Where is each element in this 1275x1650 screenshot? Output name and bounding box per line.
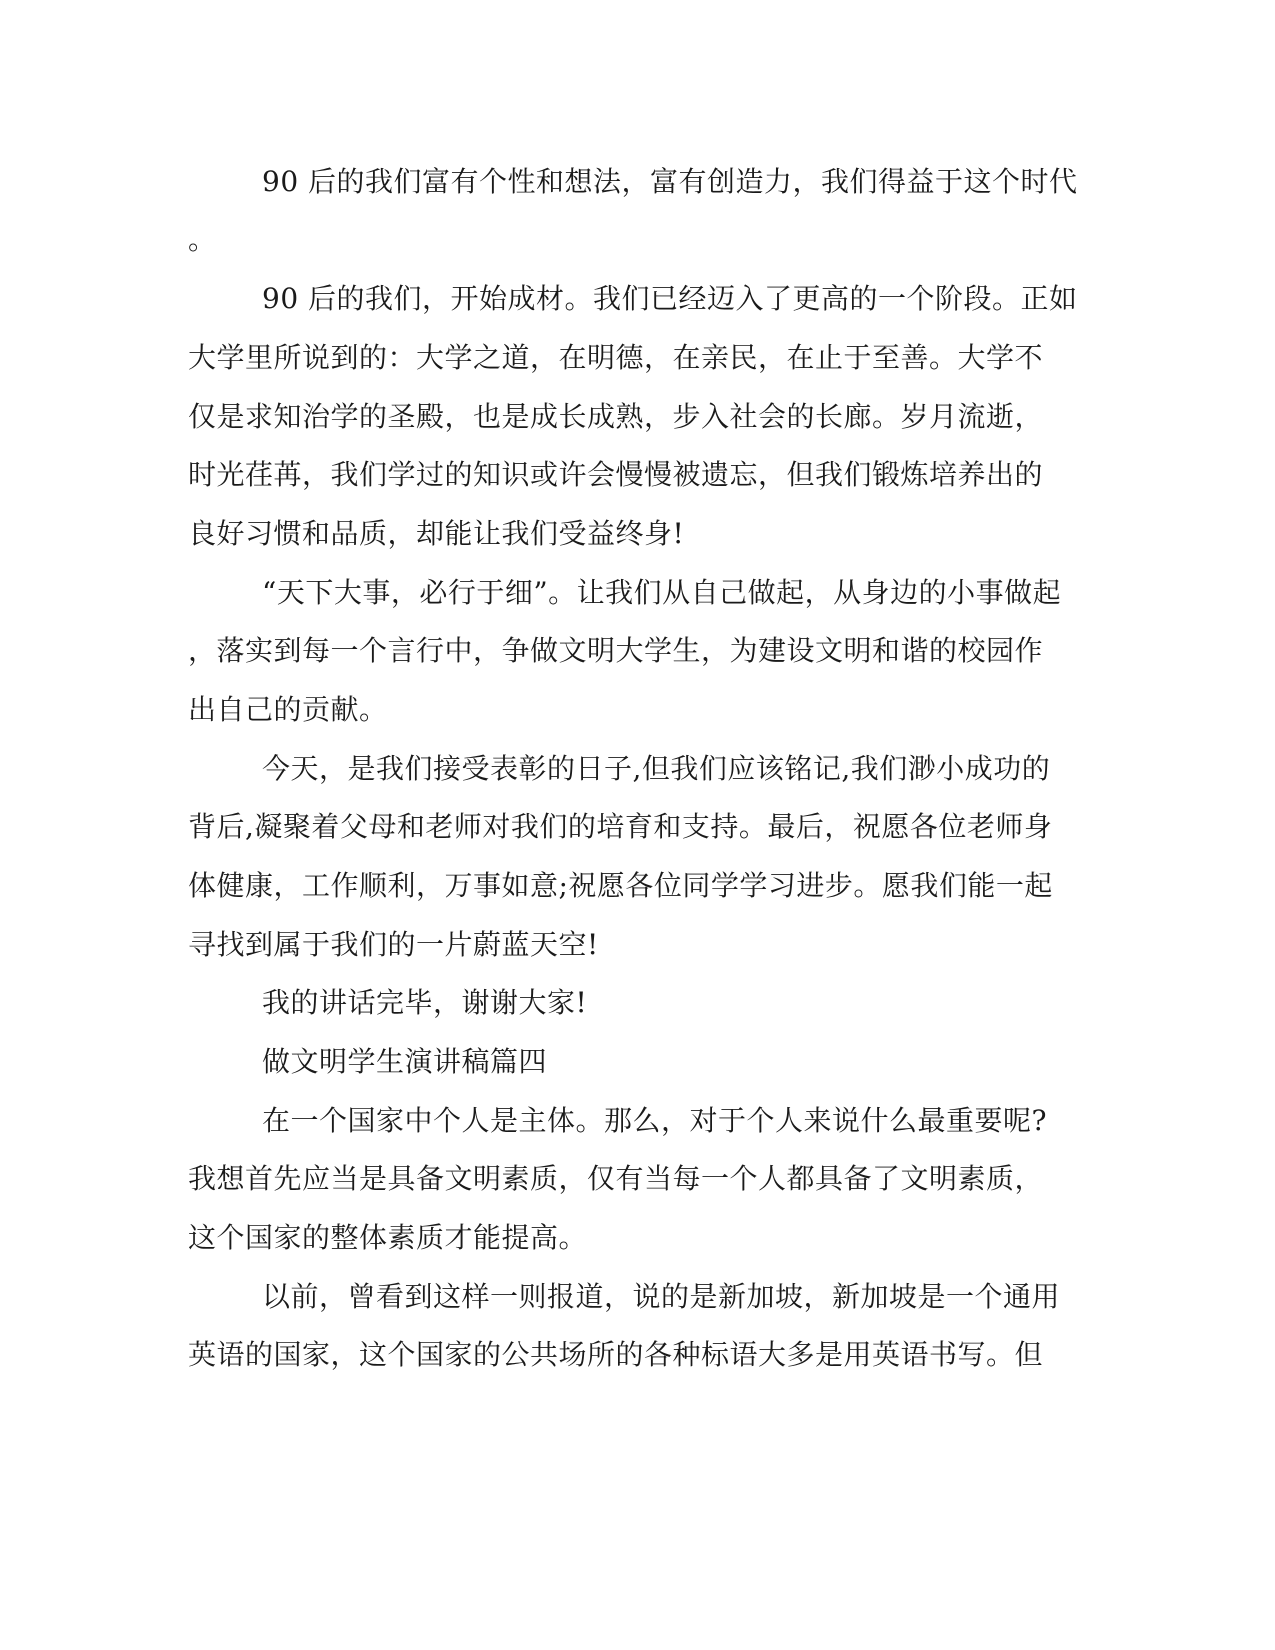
text-line: 今天，是我们接受表彰的日子,但我们应该铭记,我们渺小成功的 bbox=[262, 752, 1051, 785]
text-line: 寻找到属于我们的一片蔚蓝天空! bbox=[188, 928, 599, 961]
text-line: 以前，曾看到这样一则报道，说的是新加坡，新加坡是一个通用 bbox=[262, 1280, 1061, 1313]
text-line: “天下大事，必行于细”。让我们从自己做起，从身边的小事做起 bbox=[262, 576, 1062, 609]
text-line: 在一个国家中个人是主体。那么，对于个人来说什么最重要呢? bbox=[262, 1104, 1048, 1137]
text-line: 90 后的我们，开始成材。我们已经迈入了更高的一个阶段。正如 bbox=[262, 282, 1078, 315]
text-line: 仅是求知治学的圣殿，也是成长成熟，步入社会的长廊。岁月流逝， bbox=[188, 400, 1044, 433]
text-line: 90 后的我们富有个性和想法，富有创造力，我们得益于这个时代 bbox=[262, 165, 1078, 198]
text-line: 背后,凝聚着父母和老师对我们的培育和支持。最后，祝愿各位老师身 bbox=[188, 810, 1053, 843]
text-line: 体健康，工作顺利，万事如意;祝愿各位同学学习进步。愿我们能一起 bbox=[188, 869, 1053, 902]
text-line: 。 bbox=[188, 223, 217, 256]
text-line: ，落实到每一个言行中，争做文明大学生，为建设文明和谐的校园作 bbox=[188, 634, 1044, 667]
text-line: 大学里所说到的：大学之道，在明德，在亲民，在止于至善。大学不 bbox=[188, 341, 1044, 374]
text-line: 出自己的贡献。 bbox=[188, 693, 388, 726]
text-line: 这个国家的整体素质才能提高。 bbox=[188, 1221, 588, 1254]
section-heading: 做文明学生演讲稿篇四 bbox=[262, 1045, 548, 1078]
text-line: 我的讲话完毕，谢谢大家! bbox=[262, 986, 588, 1019]
text-line: 良好习惯和品质，却能让我们受益终身! bbox=[188, 517, 685, 550]
text-line: 时光荏苒，我们学过的知识或许会慢慢被遗忘，但我们锻炼培养出的 bbox=[188, 458, 1044, 491]
text-line: 我想首先应当是具备文明素质，仅有当每一个人都具备了文明素质， bbox=[188, 1162, 1044, 1195]
text-line: 英语的国家，这个国家的公共场所的各种标语大多是用英语书写。但 bbox=[188, 1338, 1044, 1371]
